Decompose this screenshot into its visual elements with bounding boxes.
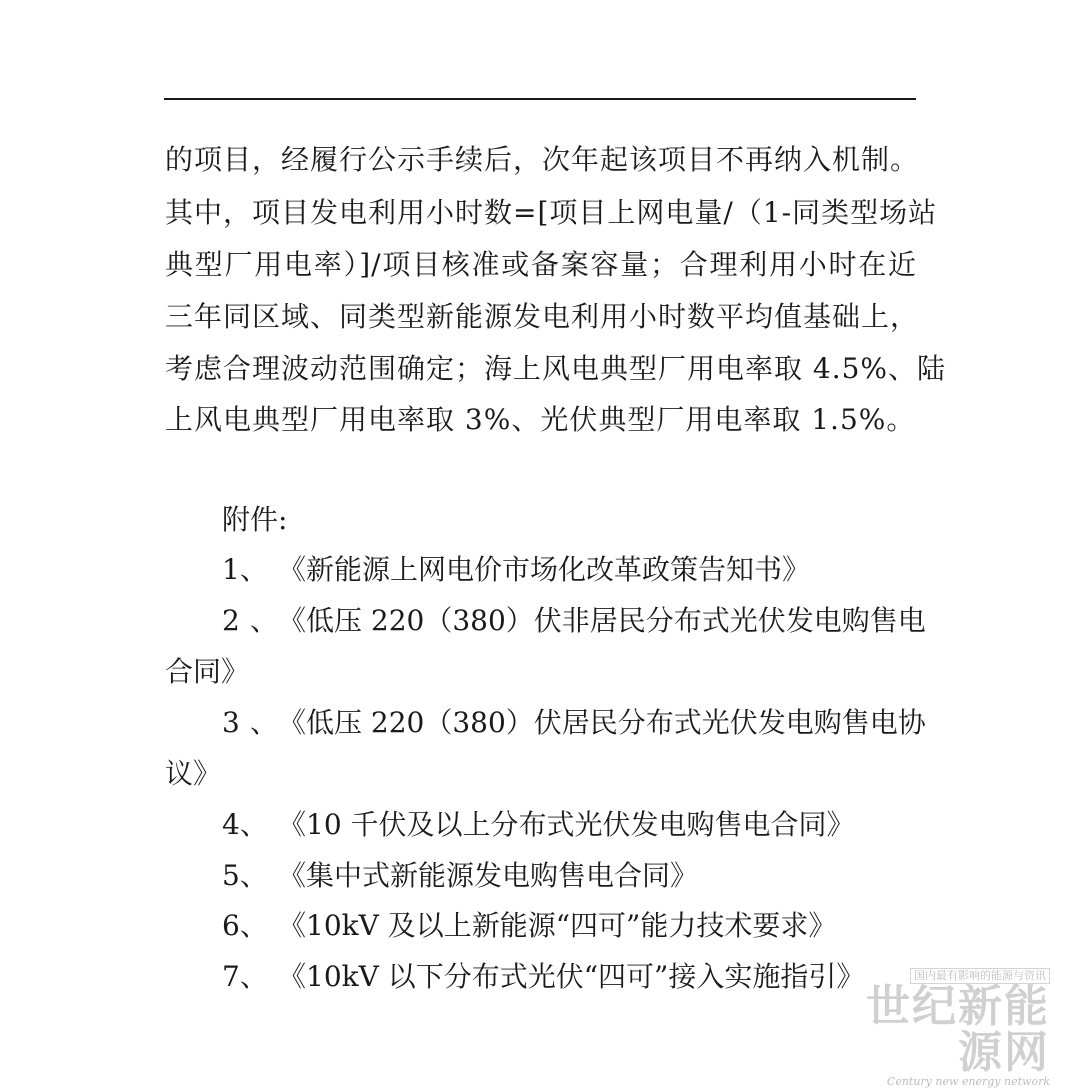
- attachment-title-cont: 合同》: [165, 655, 250, 688]
- watermark-tagline: 国内最有影响的能源与资讯: [910, 968, 1050, 984]
- attachment-item: [222, 861, 698, 891]
- attachment-title: 《10kV 及以上新能源“四可”能力技术要求》: [278, 909, 837, 942]
- attachment-number: 7、: [222, 960, 268, 993]
- attachment-number: 6、: [222, 909, 268, 942]
- attachment-number: 4、: [222, 808, 268, 841]
- attachment-title: 《低压 220（380）伏非居民分布式光伏发电购售电: [278, 604, 926, 637]
- attachments-heading: 附件:: [222, 503, 288, 536]
- attachment-number: 5、: [222, 859, 268, 892]
- body-line: 上风电典型厂用电率取 3%、光伏典型厂用电率取 1.5%。: [165, 403, 916, 436]
- attachment-title: 《低压 220（380）伏居民分布式光伏发电购售电协: [278, 706, 926, 739]
- attachment-item: [222, 555, 810, 585]
- attachment-title-cont: 议》: [165, 757, 222, 790]
- attachment-number: 1、: [222, 553, 268, 586]
- attachment-item: [222, 962, 864, 992]
- attachment-item: [222, 706, 926, 739]
- attachment-title: 《新能源上网电价市场化改革政策告知书》: [278, 553, 811, 586]
- attachment-item: [222, 810, 855, 840]
- attachment-title: 《集中式新能源发电购售电合同》: [278, 859, 699, 892]
- body-line: 三年同区域、同类型新能源发电利用小时数平均值基础上，: [165, 300, 920, 333]
- attachment-number: 3、: [222, 706, 278, 739]
- body-line: 典型厂用电率）]/项目核准或备案容量；合理利用小时在近: [165, 248, 917, 281]
- attachment-title: 《10kV 以下分布式光伏“四可”接入实施指引》: [278, 960, 865, 993]
- watermark-logo: [850, 964, 1050, 1088]
- body-line: 其中，项目发电利用小时数=[项目上网电量/（1-同类型场站: [165, 196, 938, 229]
- header-rule: [164, 98, 916, 100]
- watermark-brand: 世纪新能源网: [866, 981, 1050, 1078]
- attachment-title: 《10 千伏及以上分布式光伏发电购售电合同》: [278, 808, 855, 841]
- body-line: 考虑合理波动范围确定；海上风电典型厂用电率取 4.5%、陆: [165, 352, 947, 385]
- attachment-item: [222, 604, 926, 637]
- attachment-item: [222, 911, 836, 941]
- attachment-number: 2、: [222, 604, 278, 637]
- watermark-subtitle: Century new energy network: [886, 1075, 1050, 1088]
- body-line: 的项目，经履行公示手续后，次年起该项目不再纳入机制。: [165, 143, 920, 176]
